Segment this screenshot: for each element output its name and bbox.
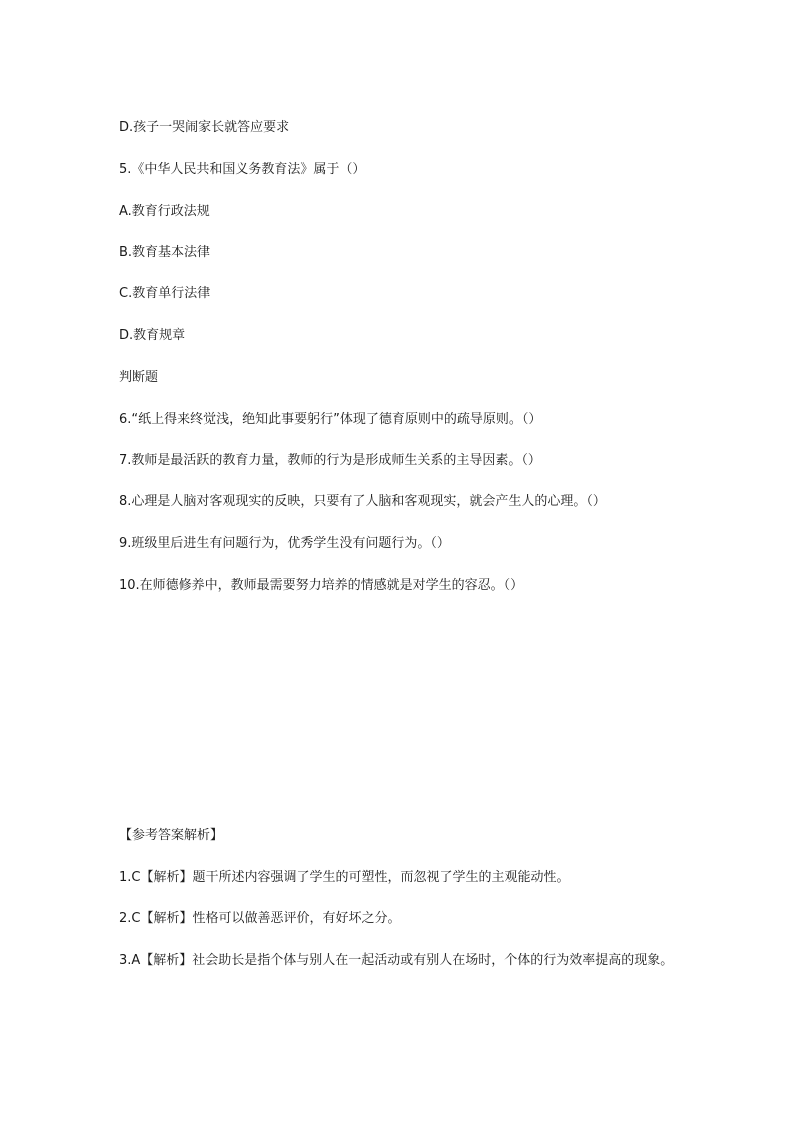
answer-item-2: 2.C【解析】性格可以做善恶评价，有好坏之分。 — [119, 911, 401, 926]
answer-item-3: 3.A【解析】社会助长是指个体与别人在一起活动或有别人在场时，个体的行为效率提高的现象。 — [119, 953, 674, 968]
judgment-item-10: 10.在师德修养中，教师最需要努力培养的情感就是对学生的容忍。（） — [119, 578, 524, 593]
q5-option-b: B.教育基本法律 — [119, 245, 211, 260]
judgment-heading: 判断题 — [119, 370, 159, 385]
q4-option-d: D.孩子一哭闹家长就答应要求 — [119, 120, 290, 135]
q5-option-a: A.教育行政法规 — [119, 204, 210, 219]
q5-option-c: C.教育单行法律 — [119, 286, 211, 301]
q5-option-d: D.教育规章 — [119, 328, 186, 343]
judgment-item-9: 9.班级里后进生有问题行为，优秀学生没有问题行为。（） — [119, 536, 450, 551]
judgment-item-8: 8.心理是人脑对客观现实的反映，只要有了人脑和客观现实，就会产生人的心理。（） — [119, 494, 606, 509]
answer-item-1: 1.C【解析】题干所述内容强调了学生的可塑性，而忽视了学生的主观能动性。 — [119, 870, 570, 885]
judgment-item-7: 7.教师是最活跃的教育力量，教师的行为是形成师生关系的主导因素。（） — [119, 453, 541, 468]
judgment-item-6: 6.“纸上得来终觉浅，绝知此事要躬行”体现了德育原则中的疏导原则。（） — [119, 412, 542, 427]
q5-stem: 5.《中华人民共和国义务教育法》属于（） — [119, 162, 366, 177]
answers-heading: 【参考答案解析】 — [119, 828, 224, 843]
